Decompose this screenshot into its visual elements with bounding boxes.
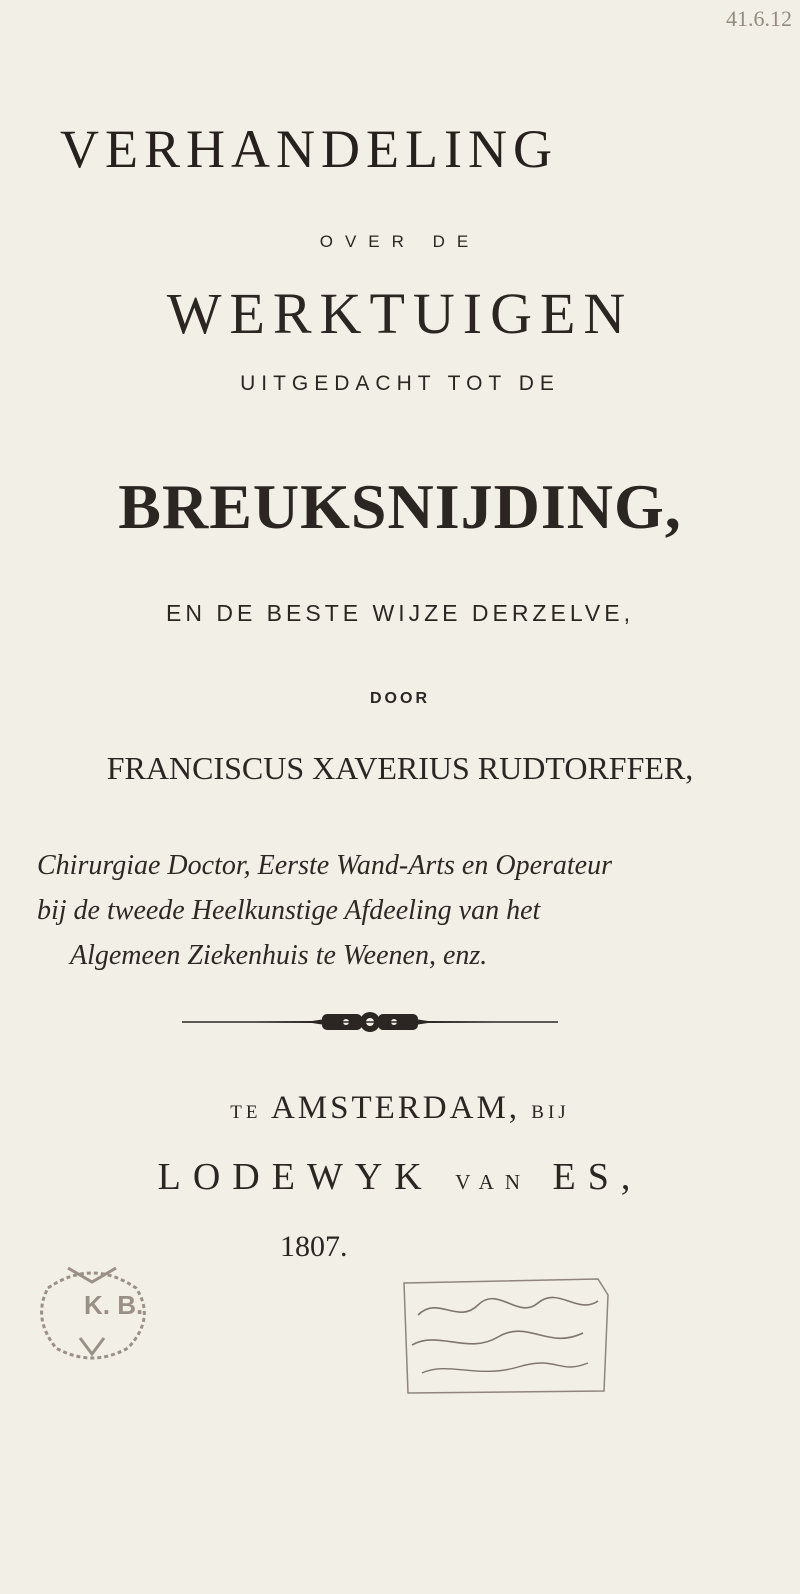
publisher-last: ES, xyxy=(552,1156,643,1198)
title-over-de: OVER DE xyxy=(319,232,481,251)
door-label: DOOR xyxy=(370,690,430,707)
publisher-van: VAN xyxy=(455,1170,531,1194)
imprint-city: AMSTERDAM, xyxy=(270,1090,521,1126)
stamp-initials: K. B. xyxy=(84,1290,144,1320)
imprint-year: 1807. xyxy=(280,1230,348,1263)
title-uitgedacht: UITGEDACHT TOT DE xyxy=(240,372,560,395)
author-title-line-1: Chirurgiae Doctor, Eerste Wand-Arts en Operateur xyxy=(37,850,612,881)
imprint-city-line xyxy=(0,1090,800,1127)
imprint-publisher-line xyxy=(0,1155,800,1199)
author-name: FRANCISCUS XAVERIUS RUDTORFFER, xyxy=(106,750,694,786)
title-beste-wijze: EN DE BESTE WIJZE DERZELVE, xyxy=(166,600,634,626)
publisher-first: LODEWYK xyxy=(157,1156,434,1198)
imprint-te: TE xyxy=(230,1102,262,1123)
title-werktuigen: WERKTUIGEN xyxy=(166,281,634,346)
author-title-line-2: bij de tweede Heelkunstige Afdeeling van het xyxy=(37,895,541,926)
shelfmark: 41.6.12 xyxy=(726,6,792,31)
title-main: VERHANDELING xyxy=(60,119,558,179)
imprint-bij: BIJ xyxy=(531,1102,570,1123)
author-title-line-3: Algemeen Ziekenhuis te Weenen, enz. xyxy=(70,940,488,971)
handwritten-signature xyxy=(398,1275,613,1395)
title-breuksnijding: BREUKSNIJDING, xyxy=(118,471,682,542)
ornament-rule xyxy=(182,1010,558,1034)
